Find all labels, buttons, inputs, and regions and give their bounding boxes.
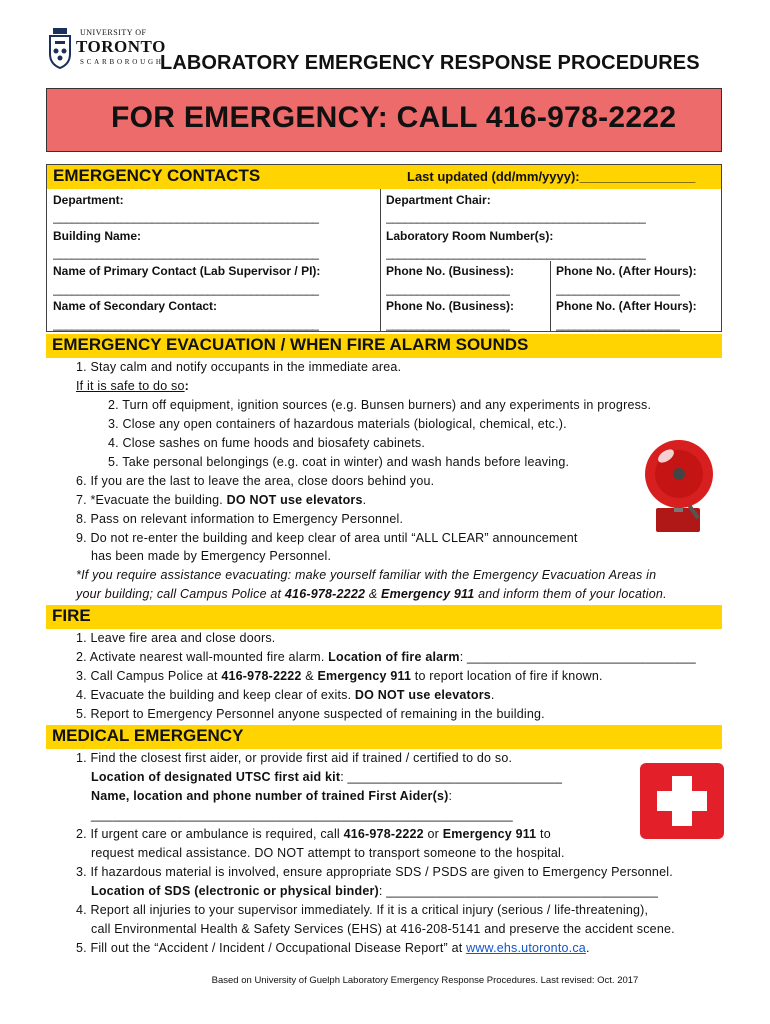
fire-heading: FIRE bbox=[52, 606, 91, 625]
med-sds-line bbox=[91, 884, 658, 898]
evac-step-7-text: 7. *Evacuate the building. bbox=[76, 493, 227, 507]
evac-step-8: 8. Pass on relevant information to Emergency Personnel. bbox=[76, 512, 404, 526]
evac-step-2: 2. Turn off equipment, ignition sources (e.g. Bunsen burners) and any experiments in progress. bbox=[108, 398, 652, 412]
fire-section-header bbox=[46, 605, 722, 629]
evac-step-6: 6. If you are the last to leave the area, close doors behind you. bbox=[76, 474, 435, 488]
med-first-aider-label: Name, location and phone number of trained First Aider(s) bbox=[91, 789, 449, 803]
department-label: Department: bbox=[53, 193, 124, 207]
evac-note-phone: 416-978-2222 bbox=[284, 587, 366, 601]
med-first-aider-line bbox=[91, 789, 452, 803]
med-sds-label: Location of SDS (electronic or physical binder) bbox=[91, 884, 379, 898]
fire-alarm-location-field[interactable]: : ________________________________ bbox=[459, 650, 696, 664]
fire-step-1: 1. Leave fire area and close doors. bbox=[76, 631, 276, 645]
evac-step-4: 4. Close sashes on fume hoods and biosafety cabinets. bbox=[108, 436, 426, 450]
secondary-phone-business-field[interactable]: ____________________ bbox=[386, 317, 510, 331]
fire-alarm-bell-icon bbox=[636, 438, 722, 538]
med-step-5-text: 5. Fill out the “Accident / Incident / Occupational Disease Report” at bbox=[76, 941, 467, 955]
building-name-field[interactable]: ___________________________________________ bbox=[53, 246, 319, 260]
fire-step-5: 5. Report to Emergency Personnel anyone suspected of remaining in the building. bbox=[76, 707, 545, 721]
evac-note-911: Emergency 911 bbox=[381, 587, 475, 601]
evac-step-9a: 9. Do not re-enter the building and keep clear of area until “ALL CLEAR” announcement bbox=[76, 531, 578, 545]
evac-note-end: and inform them of your location. bbox=[474, 587, 667, 601]
fire-step-3a: 3. Call Campus Police at bbox=[76, 669, 222, 683]
column-divider bbox=[550, 261, 551, 332]
logo-line3: SCARBOROUGH bbox=[80, 58, 164, 66]
evac-step-9b: has been made by Emergency Personnel. bbox=[91, 549, 332, 563]
evac-safe-text: If it is safe to do so bbox=[76, 379, 185, 393]
contacts-heading: EMERGENCY CONTACTS bbox=[53, 166, 261, 185]
medical-section-header bbox=[46, 725, 722, 749]
med-sds-field[interactable]: : ______________________________________ bbox=[378, 884, 659, 898]
secondary-phone-after-hours-field[interactable]: ____________________ bbox=[556, 317, 680, 331]
evac-step-7 bbox=[76, 493, 366, 507]
secondary-contact-field[interactable]: ___________________________________________ bbox=[53, 317, 319, 331]
department-chair-field[interactable]: __________________________________________ bbox=[386, 210, 646, 224]
last-updated-label: Last updated (dd/mm/yyyy):________________ bbox=[407, 169, 696, 184]
primary-phone-business-label: Phone No. (Business): bbox=[386, 264, 515, 278]
primary-phone-business-field[interactable]: ____________________ bbox=[386, 282, 510, 296]
evac-step-1: 1. Stay calm and notify occupants in the immediate area. bbox=[76, 360, 402, 374]
building-name-label: Building Name: bbox=[53, 229, 142, 243]
med-step-2 bbox=[76, 827, 551, 841]
university-crest-icon bbox=[46, 26, 74, 70]
evac-note-2 bbox=[76, 587, 667, 601]
secondary-contact-label: Name of Secondary Contact: bbox=[53, 299, 218, 313]
evac-safe-colon: : bbox=[184, 379, 189, 393]
first-aid-cross-icon bbox=[640, 763, 724, 839]
med-first-aider-field[interactable]: ___________________________________________________________ bbox=[91, 808, 513, 822]
secondary-phone-after-hours-label: Phone No. (After Hours): bbox=[556, 299, 697, 313]
evacuation-heading: EMERGENCY EVACUATION / WHEN FIRE ALARM SOUNDS bbox=[52, 335, 529, 354]
evac-step-7-end: . bbox=[362, 493, 367, 507]
footer bbox=[0, 975, 770, 986]
fire-step-4a: 4. Evacuate the building and keep clear of exits. bbox=[76, 688, 355, 702]
page-title: LABORATORY EMERGENCY RESPONSE PROCEDURES bbox=[160, 52, 700, 74]
column-divider bbox=[380, 189, 381, 332]
fire-alarm-location-label: Location of fire alarm bbox=[328, 650, 460, 664]
footer-text: Based on University of Guelph Laboratory Emergency Response Procedures. Last revised: Oct. 2017 bbox=[211, 975, 639, 986]
med-step-2-cont: request medical assistance. DO NOT attempt to transport someone to the hospital. bbox=[91, 846, 565, 860]
primary-contact-label: Name of Primary Contact (Lab Supervisor / PI): bbox=[53, 264, 321, 278]
evac-step-7-bold: DO NOT use elevators bbox=[226, 493, 363, 507]
evac-note-1: *If you require assistance evacuating: make yourself familiar with the Emergency Evacuation Areas in bbox=[76, 568, 657, 582]
evac-step-3: 3. Close any open containers of hazardous materials (biological, chemical, etc.). bbox=[108, 417, 567, 431]
fire-step-2-text: 2. Activate nearest wall-mounted fire alarm. bbox=[76, 650, 329, 664]
ehs-website-link[interactable]: www.ehs.utoronto.ca bbox=[466, 941, 586, 955]
fire-step-4-end: . bbox=[490, 688, 495, 702]
med-step-1: 1. Find the closest first aider, or provide first aid if trained / certified to do so. bbox=[76, 751, 513, 765]
med-first-aid-kit-label: Location of designated UTSC first aid kit bbox=[91, 770, 341, 784]
med-step-3: 3. If hazardous material is involved, ensure appropriate SDS / PSDS are given to Emergency Personnel. bbox=[76, 865, 673, 879]
secondary-phone-business-label: Phone No. (Business): bbox=[386, 299, 515, 313]
fire-step-2 bbox=[76, 650, 696, 664]
med-step-2-or: or bbox=[423, 827, 443, 841]
medical-heading: MEDICAL EMERGENCY bbox=[52, 726, 244, 745]
med-step-2-phone: 416-978-2222 bbox=[343, 827, 424, 841]
fire-step-3 bbox=[76, 669, 603, 683]
logo-line2: TORONTO bbox=[76, 37, 166, 56]
fire-step-3-911: Emergency 911 bbox=[317, 669, 412, 683]
med-step-2-911: Emergency 911 bbox=[442, 827, 537, 841]
primary-phone-after-hours-label: Phone No. (After Hours): bbox=[556, 264, 697, 278]
emergency-contacts-table bbox=[46, 164, 722, 332]
med-step-2a: 2. If urgent care or ambulance is required, call bbox=[76, 827, 344, 841]
med-step-5-end: . bbox=[585, 941, 590, 955]
department-chair-label: Department Chair: bbox=[386, 193, 491, 207]
fire-step-3-phone: 416-978-2222 bbox=[221, 669, 302, 683]
evac-note-2a: your building; call Campus Police at bbox=[76, 587, 285, 601]
fire-step-3-end: to report location of fire if known. bbox=[411, 669, 603, 683]
evacuation-section-header bbox=[46, 334, 722, 358]
logo-line1: UNIVERSITY OF bbox=[80, 28, 147, 37]
med-first-aid-kit-line bbox=[91, 770, 562, 784]
primary-phone-after-hours-field[interactable]: ____________________ bbox=[556, 282, 680, 296]
med-step-2-end: to bbox=[536, 827, 551, 841]
fire-step-4-bold: DO NOT use elevators bbox=[354, 688, 491, 702]
emergency-call-text: FOR EMERGENCY: CALL 416-978-2222 bbox=[111, 101, 677, 134]
university-logo bbox=[46, 24, 166, 76]
contacts-header bbox=[47, 165, 721, 189]
med-step-5 bbox=[76, 941, 590, 955]
department-field[interactable]: ___________________________________________ bbox=[53, 210, 319, 224]
med-step-4-cont: call Environmental Health & Safety Services (EHS) at 416-208-5141 and preserve the accident scene. bbox=[91, 922, 675, 936]
evac-step-5: 5. Take personal belongings (e.g. coat in winter) and wash hands before leaving. bbox=[108, 455, 570, 469]
med-step-4: 4. Report all injuries to your supervisor immediately. If it is a critical injury (serious / life-threatening), bbox=[76, 903, 649, 917]
room-numbers-field[interactable]: __________________________________________ bbox=[386, 246, 646, 260]
room-numbers-label: Laboratory Room Number(s): bbox=[386, 229, 554, 243]
evac-note-amp: & bbox=[365, 587, 382, 601]
emergency-call-banner bbox=[46, 88, 722, 152]
fire-step-4 bbox=[76, 688, 495, 702]
primary-contact-field[interactable]: ___________________________________________ bbox=[53, 282, 319, 296]
fire-step-3-amp: & bbox=[301, 669, 318, 683]
med-first-aid-kit-field[interactable]: : ______________________________ bbox=[340, 770, 563, 784]
evac-safe-line bbox=[76, 379, 189, 393]
med-first-aider-colon: : bbox=[448, 789, 453, 803]
